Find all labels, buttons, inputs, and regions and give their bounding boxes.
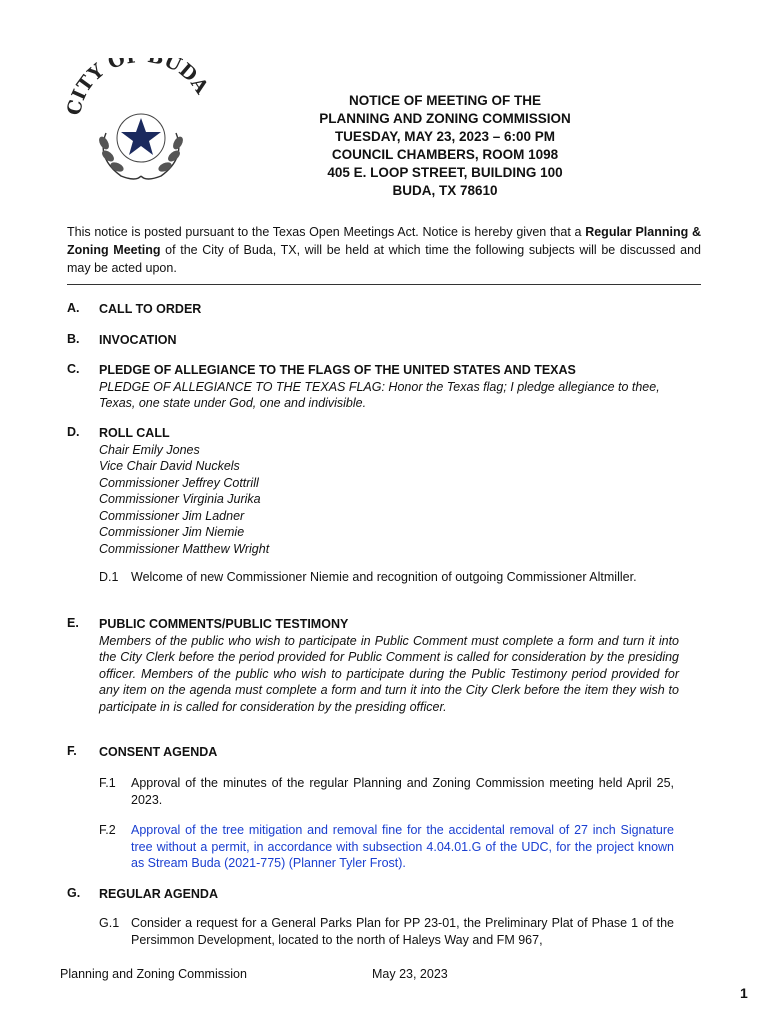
notice-intro xyxy=(67,223,701,277)
item-text: Consider a request for a General Parks Plan for PP 23-01, the Preliminary Plat of Phase 1 of the Persimmon Development, located to the north of Haleys Way and FM 967, xyxy=(131,916,674,947)
header-line: PLANNING AND ZONING COMMISSION xyxy=(319,111,571,126)
section-letter: E. xyxy=(67,616,79,630)
section-letter: C. xyxy=(67,362,80,376)
section-title: PUBLIC COMMENTS/PUBLIC TESTIMONY xyxy=(99,617,349,631)
item-number: G.1 xyxy=(99,916,120,930)
page-number: 1 xyxy=(740,985,748,1001)
footer-date: May 23, 2023 xyxy=(372,967,448,981)
item-text: Approval of the minutes of the regular Planning and Zoning Commission meeting held April 25, 2023. xyxy=(131,776,674,807)
section-title: CALL TO ORDER xyxy=(99,302,202,316)
section-title: CONSENT AGENDA xyxy=(99,745,218,759)
footer-commission: Planning and Zoning Commission xyxy=(60,967,247,981)
section-letter: A. xyxy=(67,301,80,315)
header-line: NOTICE OF MEETING OF THE xyxy=(349,93,541,108)
roll-call-member: Commissioner Jim Niemie xyxy=(99,525,245,539)
meeting-header xyxy=(290,92,600,200)
public-comment-text: Members of the public who wish to participate in Public Comment must complete a form and turn it into the City Clerk before the period provided for Public Comment is called for consideration by the presiding officer. Members of the public who wish to participate during the Public Testimony period provided for any item on the agenda must complete a form and turn it into the City Clerk before the item they wish to participate in is called for consideration by the presiding officer. xyxy=(99,633,679,714)
agenda-item-g1 xyxy=(99,915,674,948)
item-number: F.2 xyxy=(99,823,116,837)
agenda-item-f2 xyxy=(99,822,674,872)
item-number: F.1 xyxy=(99,776,116,790)
header-line: TUESDAY, MAY 23, 2023 – 6:00 PM xyxy=(334,129,556,144)
intro-bold: Regular Planning & Zoning Meeting xyxy=(67,225,701,257)
section-title: REGULAR AGENDA xyxy=(99,887,218,901)
agenda-item-d1 xyxy=(99,569,674,586)
section-title: INVOCATION xyxy=(99,333,177,347)
roll-call-member: Chair Emily Jones xyxy=(99,442,200,457)
svg-text:CITY OF BUDA: ITY O UDA xyxy=(67,58,213,104)
pledge-text: PLEDGE OF ALLEGIANCE TO THE TEXAS FLAG: Honor the Texas flag; I pledge allegiance to thee, Texas, one state under God, one and indivisible. xyxy=(99,379,660,410)
roll-call-member: Commissioner Jim Ladner xyxy=(99,508,245,523)
section-letter: B. xyxy=(67,332,80,346)
section-letter: G. xyxy=(67,886,81,900)
city-seal-logo xyxy=(66,58,216,188)
roll-call-member: Vice Chair David Nuckels xyxy=(99,459,240,473)
item-text: Welcome of new Commissioner Niemie and recognition of outgoing Commissioner Altmiller. xyxy=(131,570,637,584)
section-title: PLEDGE OF ALLEGIANCE TO THE FLAGS OF THE UNITED STATES AND TEXAS xyxy=(99,363,576,377)
header-line: 405 E. LOOP STREET, BUILDING 100 xyxy=(327,165,563,180)
item-number: D.1 xyxy=(99,570,119,584)
divider xyxy=(67,284,701,285)
section-letter: D. xyxy=(67,425,80,439)
section-title: ROLL CALL xyxy=(99,426,170,440)
roll-call-member: Commissioner Matthew Wright xyxy=(99,541,270,556)
intro-text: of the City of Buda, TX, will be held at which time the following subjects will be discussed and may be acted upon. xyxy=(67,243,701,275)
header-line: BUDA, TX 78610 xyxy=(392,183,498,198)
roll-call-member: Commissioner Virginia Jurika xyxy=(99,492,261,506)
item-text-link[interactable]: Approval of the tree mitigation and removal fine for the accidental removal of 27 inch Signature tree without a permit, in accordance with subsection 4.04.01.G of the UDC, for the project known as Stream Buda (2021-775) (Planner Tyler Frost). xyxy=(131,823,674,870)
intro-text: This notice is posted pursuant to the Texas Open Meetings Act. Notice is hereby given that a xyxy=(67,225,586,239)
roll-call-member: Commissioner Jeffrey Cottrill xyxy=(99,475,259,490)
section-letter: F. xyxy=(67,744,77,758)
agenda-item-f1 xyxy=(99,775,674,808)
header-line: COUNCIL CHAMBERS, ROOM 1098 xyxy=(331,147,559,162)
